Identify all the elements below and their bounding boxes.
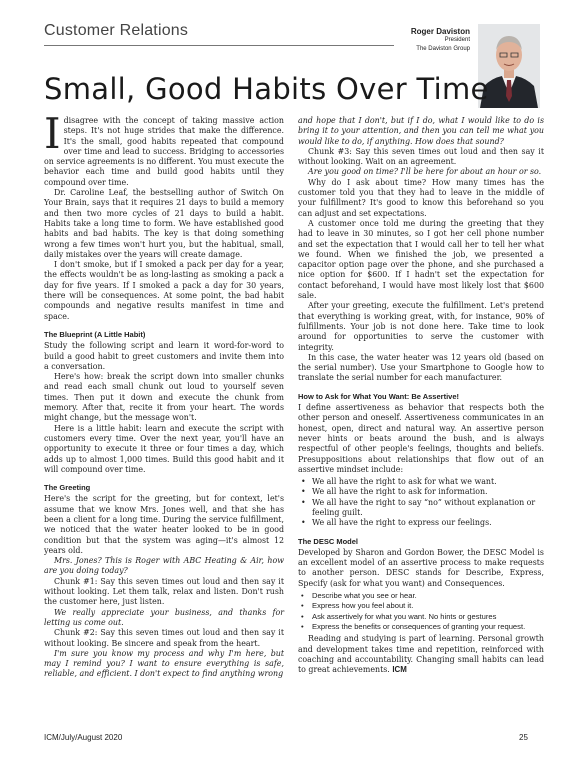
script-line: Mrs. Jones? This is Roger with ABC Heating & Air, how are you doing today? [44, 556, 284, 576]
subhead-assertive: How to Ask for What You Want: Be Assertive! [298, 391, 459, 401]
list-item: • Ask assertively for what you want. No hints or gestures [310, 612, 544, 622]
footer-issue: ICM/July/August 2020 [44, 733, 123, 742]
paragraph: In this case, the water heater was 12 years old (based on the serial number). Use your Smartphone to Google how to translate the serial number for each manufacturer. [298, 352, 544, 383]
list-item: • We all have the right to ask for what we want. [310, 477, 544, 487]
script-line: I'm sure you know my process and why I'm here, but may I remind you? I want to ensure everything is safe, reliable, and efficient. I don't expect to find anything wrong [44, 648, 284, 679]
desc-list [298, 591, 544, 632]
rights-list [298, 477, 544, 528]
list-item: • We all have the right to express our feelings. [310, 518, 544, 528]
paragraph: Chunk #2: Say this seven times out loud and then say it without looking. Be sincere and speak from the heart. [44, 628, 284, 648]
subhead-greeting: The Greeting [44, 483, 91, 493]
list-item: • We all have the right to ask for information. [310, 487, 544, 497]
list-item: • We all have the right to say “no” without explanation or feeling guilt. [310, 498, 544, 519]
paragraph: Developed by Sharon and Gordon Bower, the DESC Model is an excellent model of an assertive process to make requests to another person. DESC stands for Describe, Express, Specify (ask for what you want) and Consequences. [298, 547, 544, 588]
paragraph: After your greeting, execute the fulfillment. Let's pretend that everything is working great, with, for instance, 90% of fulfillments. Your job is not done here. Take time to look around for opportunities to serve the customer with integrity. [298, 301, 544, 352]
header-rule [44, 45, 394, 46]
author-company: The Daviston Group [416, 46, 470, 52]
subhead-desc: The DESC Model [298, 536, 359, 546]
right-column [298, 116, 544, 675]
subhead-blueprint: The Blueprint (A Little Habit) [44, 329, 146, 339]
script-line: We really appreciate your business, and thanks for letting us come out. [44, 607, 284, 627]
list-item: • Describe what you see or hear. [310, 591, 544, 601]
paragraph: I define assertiveness as behavior that respects both the other person and oneself. Assertiveness communicates in an honest, open, direct and natural way. An assertive person never hints or beats around the bush, and is always respectful of other people's feelings, thoughts and beliefs. Presuppositions about relationships that flow out of an assertive mindset include: [298, 403, 544, 474]
paragraph: I don't smoke, but if I smoked a pack per day for a year, the effects wouldn't be as long-lasting as smoking a pack a day for five years. If I smoked a pack a day for 30 years, there will be consequences. At some point, the bad habit compounds and negative results manifest in time and space. [44, 260, 284, 321]
paragraph: Here's the script for the greeting, but for context, let's assume that we know Mrs. Jones well, and that she has been a client for a long time. During the service fulfillment, we noticed that the water heater looked to be in good condition but that the system was aging—it's almost 12 years old. [44, 494, 284, 555]
paragraph: Chunk #1: Say this seven times out loud and then say it without looking. Let them talk, relax and listen. Don't rush the customer here, just listen. [44, 576, 284, 607]
left-column [44, 109, 284, 680]
list-item: • Express the benefits or consequences of granting your request. [310, 622, 544, 632]
drop-cap: I [44, 109, 61, 158]
paragraph: Here is a little habit: learn and execute the script with customers every time. Over the next year, you'll have an opportunity to execute it three or four times a day, which adds up to almost 1,000 times. Build this good habit and it will compound over time. [44, 423, 284, 474]
page-number: 25 [519, 733, 528, 742]
intro-paragraph [44, 109, 284, 188]
paragraph: Why do I ask about time? How many times has the customer told you that they had to leave in the middle of your fulfillment? It's good to know this beforehand so you can adjust and set expectations. [298, 177, 544, 218]
author-name: Roger Daviston [410, 27, 470, 36]
end-mark: ICM [392, 665, 407, 675]
intro-text: disagree with the concept of taking massive action steps. It's not huge strides that make the difference. It's the small, good habits repeated that compound over time and lead to success. Bridging to accessories on service agreements is no different. You must execute the behavior each time and build good habits until they compound over time. [44, 116, 284, 187]
closing-text: Reading and studying is part of learning. Personal growth and development takes time and repetition, reinforced with coaching and accountability. Changing small habits can lead to great achievements. [298, 634, 544, 675]
closing-paragraph [298, 634, 544, 675]
paragraph: A customer once told me during the greeting that they had to leave in 30 minutes, so I got her cell phone number and set the expectation that I would call her to tell her what we found. When we finished the job, we presented a capacitor option page over the phone, and she purchased a nice option for $600. If I hadn't set the expectation for contact beforehand, I would have most likely lost that $600 sale. [298, 218, 544, 301]
script-line: and hope that I don't, but if I do, what I would like to do is bring it to your attention, and then you can tell me what you would like to do, if anything. How does that sound? [298, 116, 544, 146]
section-label: Customer Relations [44, 22, 189, 39]
script-line: Are you good on time? I'll be here for about an hour or so. [308, 167, 542, 177]
author-role: President [444, 37, 470, 43]
list-item: • Express how you feel about it. [310, 601, 544, 611]
paragraph: Chunk #3: Say this seven times out loud and then say it without looking. Wait on an agreement. [298, 146, 544, 167]
paragraph: Dr. Caroline Leaf, the bestselling author of Switch On Your Brain, says that it requires 21 days to build a memory and then two more cycles of 21 days to build a habit. Habits take a long time to form. We have established good habits and bad habits. The key is that doing something wrong a few times won't hurt you, but the habitual, small, daily mistakes over the years will create damage. [44, 188, 284, 259]
paragraph: Study the following script and learn it word-for-word to build a good habit to greet customers and invite them into a conversation. [44, 341, 284, 371]
article-title: Small, Good Habits Over Time [44, 72, 489, 106]
paragraph: Here's how: break the script down into smaller chunks and read each small chunk out loud to yourself seven times. Then put it down and execute the chunk from memory. After that, recite it from your heart. The words might change, but the message won't. [44, 372, 284, 423]
author-byline [411, 27, 470, 54]
